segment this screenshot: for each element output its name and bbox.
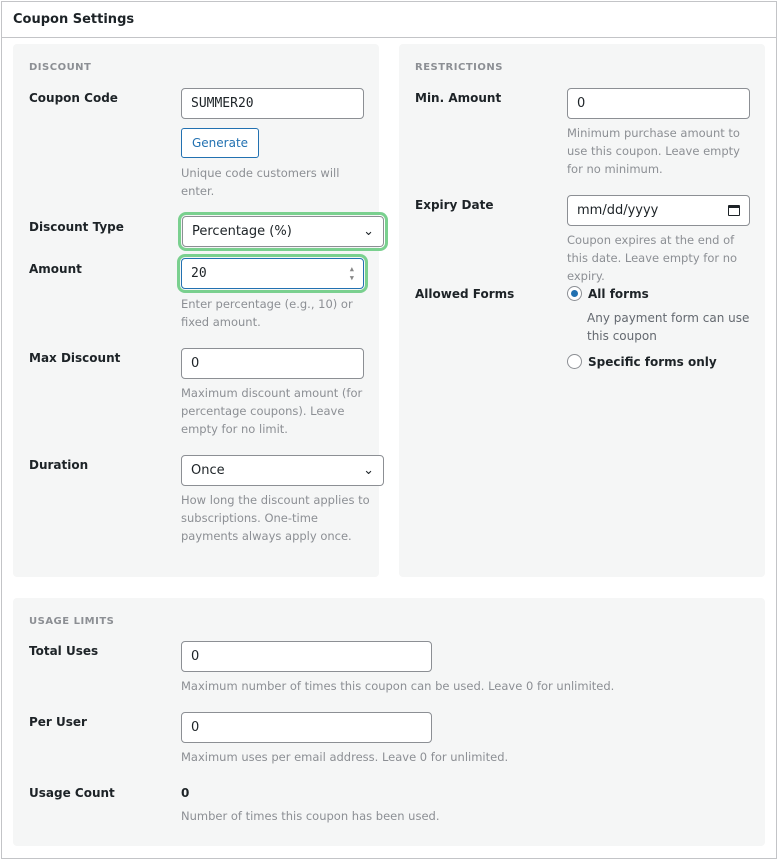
coupon-code-value: SUMMER20	[191, 96, 254, 111]
generate-button[interactable]: Generate	[181, 128, 259, 158]
min-amount-help: Minimum purchase amount to use this coupon. Leave empty for no minimum.	[567, 126, 740, 176]
spinner-icon[interactable]: ▲ ▼	[349, 264, 354, 282]
usage-count-label: Usage Count	[29, 786, 115, 800]
radio-unchecked-icon	[567, 354, 582, 369]
calendar-icon[interactable]	[728, 205, 740, 216]
usage-count-help: Number of times this coupon has been used.	[181, 809, 440, 823]
max-discount-label: Max Discount	[29, 351, 121, 365]
radio-specific-forms-label: Specific forms only	[588, 354, 717, 369]
total-uses-input[interactable]	[181, 641, 432, 672]
radio-all-forms[interactable]	[567, 286, 649, 301]
expiry-date-help: Coupon expires at the end of this date. Leave empty for no expiry.	[567, 233, 738, 283]
section-discount: DISCOUNT	[29, 62, 92, 73]
section-usage-limits: USAGE LIMITS	[29, 616, 115, 627]
total-uses-label: Total Uses	[29, 644, 99, 658]
coupon-code-help: Unique code customers will enter.	[181, 166, 340, 198]
per-user-label: Per User	[29, 715, 87, 729]
min-amount-value: 0	[577, 96, 586, 111]
max-discount-input[interactable]	[181, 348, 364, 379]
amount-input[interactable]	[181, 258, 364, 289]
max-discount-value: 0	[191, 356, 200, 371]
max-discount-help: Maximum discount amount (for percentage coupons). Leave empty for no limit.	[181, 386, 363, 436]
min-amount-input[interactable]	[567, 88, 750, 119]
amount-help: Enter percentage (e.g., 10) or fixed amount.	[181, 297, 353, 329]
radio-checked-icon	[567, 286, 582, 301]
radio-specific-forms[interactable]	[567, 354, 717, 369]
amount-label: Amount	[29, 262, 82, 276]
per-user-help: Maximum uses per email address. Leave 0 for unlimited.	[181, 750, 509, 764]
chevron-down-icon: ⌄	[363, 463, 374, 478]
discount-type-select[interactable]	[182, 216, 384, 247]
duration-select[interactable]	[181, 455, 384, 486]
usage-count-value: 0	[181, 786, 190, 800]
discount-type-value: Percentage (%)	[192, 224, 292, 239]
coupon-code-input[interactable]	[181, 88, 364, 119]
total-uses-value: 0	[191, 649, 200, 664]
chevron-down-icon: ⌄	[363, 224, 374, 239]
duration-value: Once	[191, 463, 225, 478]
coupon-code-label: Coupon Code	[29, 91, 118, 105]
expiry-date-label: Expiry Date	[415, 198, 494, 212]
per-user-input[interactable]	[181, 712, 432, 743]
per-user-value: 0	[191, 720, 200, 735]
allowed-forms-label: Allowed Forms	[415, 287, 515, 301]
discount-type-label: Discount Type	[29, 220, 124, 234]
radio-all-forms-label: All forms	[588, 286, 649, 301]
page-title: Coupon Settings	[2, 2, 776, 38]
min-amount-label: Min. Amount	[415, 91, 502, 105]
expiry-date-input[interactable]	[567, 195, 750, 226]
all-forms-help: Any payment form can use this coupon	[587, 311, 750, 343]
expiry-date-placeholder: mm/dd/yyyy	[577, 203, 659, 218]
duration-label: Duration	[29, 458, 89, 472]
amount-value: 20	[191, 266, 207, 281]
section-restrictions: RESTRICTIONS	[415, 62, 503, 73]
total-uses-help: Maximum number of times this coupon can be used. Leave 0 for unlimited.	[181, 679, 615, 693]
duration-help: How long the discount applies to subscriptions. One-time payments always apply once.	[181, 493, 370, 543]
